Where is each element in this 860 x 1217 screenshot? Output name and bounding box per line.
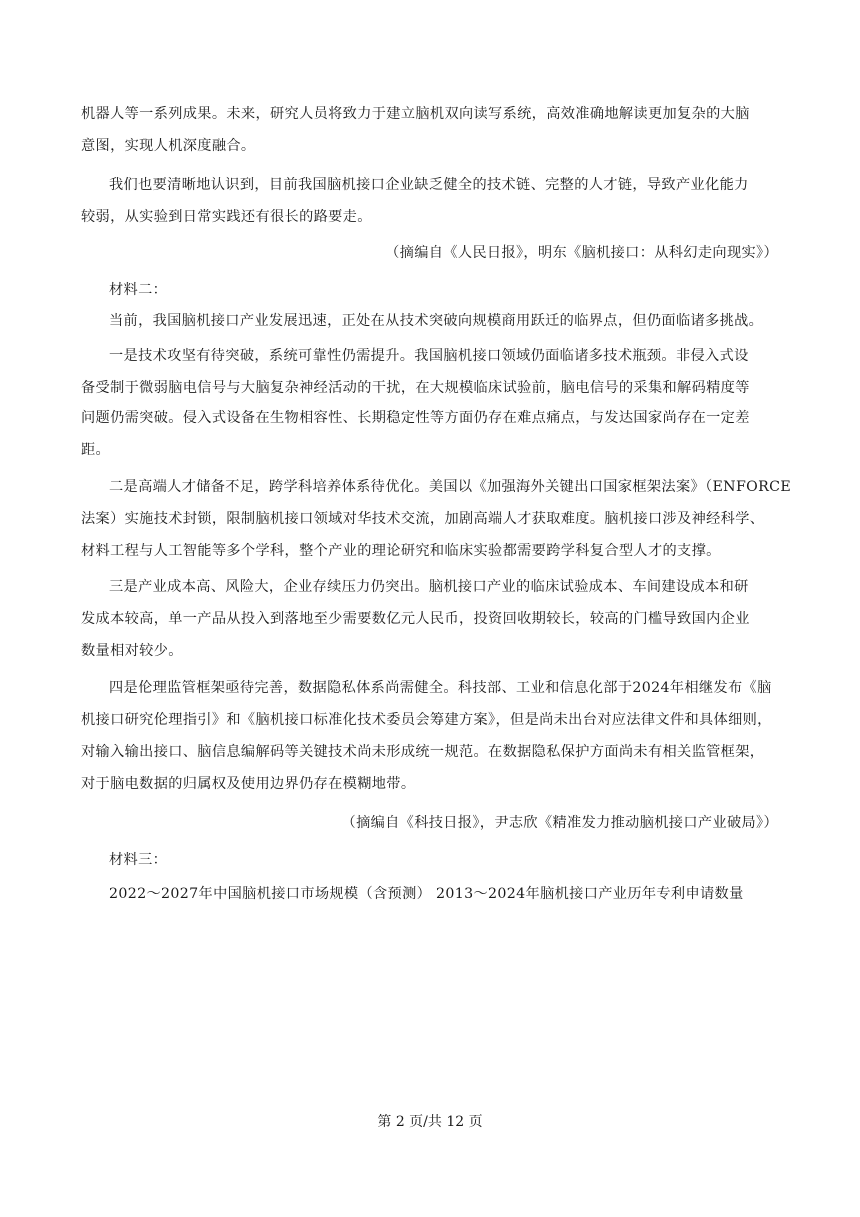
paragraph-line: 发成本较高，单一产品从投入到落地至少需要数亿元人民币，投资回收期较长，较高的门槛导致国内企业: [81, 611, 750, 627]
paragraph-line: 一是技术攻坚有待突破，系统可靠性仍需提升。我国脑机接口领域仍面临诸多技术瓶颈。非侵入式设: [109, 348, 749, 364]
page-number: 第 2 页/共 12 页: [377, 1114, 483, 1130]
section-heading: 材料三：: [109, 852, 168, 868]
paragraph-line: 四是伦理监管框架亟待完善，数据隐私体系尚需健全。科技部、工业和信息化部于2024年相继发布《脑: [109, 680, 772, 696]
paragraph-line: 二是高端人才储备不足，跨学科培养体系待优化。美国以《加强海外关键出口国家框架法案》（ENFORCE: [109, 479, 792, 495]
source-citation: （摘编自《人民日报》，明东《脑机接口：从科幻走向现实》）: [385, 245, 778, 261]
paragraph-line: 意图，实现人机深度融合。: [81, 138, 256, 154]
paragraph-line: 对输入输出接口、脑信息编解码等关键技术尚未形成统一规范。在数据隐私保护方面尚未有相关监管框架，: [81, 744, 765, 760]
paragraph-line: 备受制于微弱脑电信号与大脑复杂神经活动的干扰，在大规模临床试验前，脑电信号的采集和解码精度等: [81, 380, 750, 396]
paragraph-line: 机器人等一系列成果。未来，研究人员将致力于建立脑机双向读写系统，高效准确地解读更加复杂的大脑: [81, 106, 750, 122]
paragraph-line: 距。: [81, 442, 111, 458]
paragraph-line: 较弱，从实验到日常实践还有很长的路要走。: [81, 209, 372, 225]
source-citation: （摘编自《科技日报》，尹志欣《精准发力推动脑机接口产业破局》）: [341, 815, 778, 831]
paragraph-line: 材料工程与人工智能等多个学科，整个产业的理论研究和临床实验都需要跨学科复合型人才的支撑。: [81, 543, 721, 559]
chart-captions: 2022～2027年中国脑机接口市场规模（含预测） 2013～2024年脑机接口产业历年专利申请数量: [109, 886, 744, 902]
paragraph-line: 我们也要清晰地认识到，目前我国脑机接口企业缺乏健全的技术链、完整的人才链，导致产业化能力: [109, 177, 749, 193]
paragraph-line: 三是产业成本高、风险大，企业存续压力仍突出。脑机接口产业的临床试验成本、车间建设成本和研: [109, 579, 749, 595]
paragraph-line: 对于脑电数据的归属权及使用边界仍存在模糊地带。: [81, 776, 416, 792]
section-heading: 材料二：: [109, 282, 168, 298]
paragraph-line: 问题仍需突破。侵入式设备在生物相容性、长期稳定性等方面仍存在难点痛点，与发达国家尚存在一定差: [81, 410, 750, 426]
paragraph-line: 数量相对较少。: [81, 643, 183, 659]
paragraph-line: 机接口研究伦理指引》和《脑机接口标准化技术委员会筹建方案》，但是尚未出台对应法律文件和具体细则，: [81, 712, 772, 728]
paragraph-line: 当前，我国脑机接口产业发展迅速，正处在从技术突破向规模商用跃迁的临界点，但仍面临诸多挑战。: [109, 313, 764, 329]
paragraph-line: 法案）实施技术封锁，限制脑机接口领域对华技术交流，加剧高端人才获取难度。脑机接口涉及神经科学、: [81, 511, 765, 527]
